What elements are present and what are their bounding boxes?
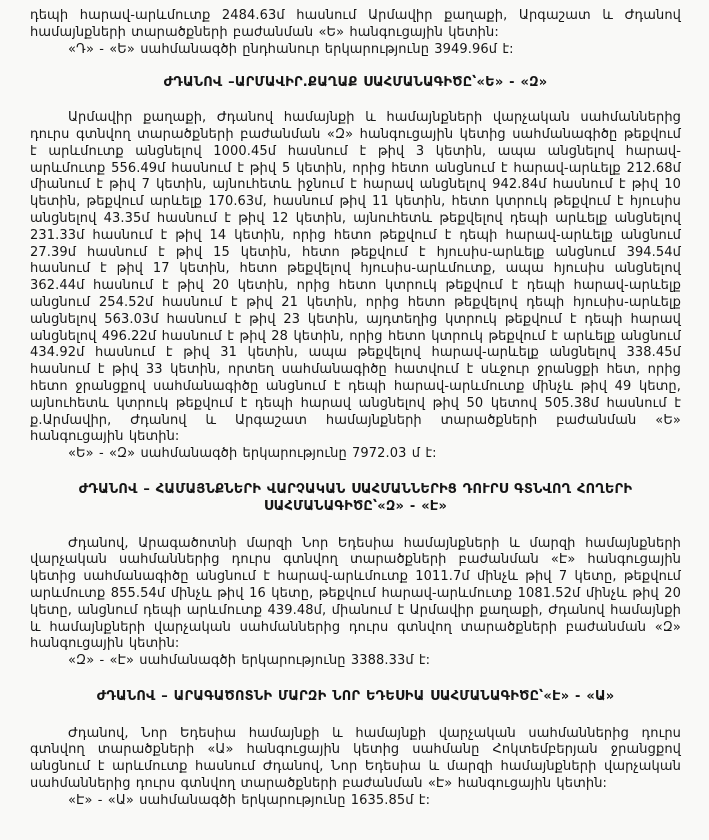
section-heading-zhdanov-armavir: ԺԴԱՆՈՎ –ԱՐՄԱՎԻՐ.ՔԱՂԱՔ ՍԱՀՄԱՆԱԳԻԾԸ՝«Ե» - «Զ» bbox=[163, 75, 548, 91]
paragraph-border-Z-E7: Ժդանով, Արագածոտնի մարզի Նոր Եդեսիա համայնքների և մարզի համայնքների վարչական սահմաններից դուրս գտնվող տարածքների բաժանման «Է» հանգուցային կետից սահմանագիծը անցնում է հարավ-արևմուտք 1011.7մ մինչև թիվ 7 կետը, թեքվում արևմուտք 855.54մ մինչև թիվ 16 կետը, թեքվում հարավ-արևմուտք 1081.52մ մինչև թիվ 20 կետը, անցնում դեպի արևմուտք 439.48մ, միանում է Արմավիր քաղաքի, Ժդանով համայնքի և համայնքների վարչական սահմաններից դուրս գտնվող տարածքների բաժանման «Զ» հանգուցային կետին: bbox=[30, 535, 681, 652]
section-heading-zhdanov-outside-lands: ԺԴԱՆՈՎ – ՀԱՄԱՅՆՔՆԵՐԻ ՎԱՐՉԱԿԱՆ ՍԱՀՄԱՆՆԵՐԻՑ ԴՈՒՐՍ ԳՏՆՎՈՂ ՀՈՂԵՐԻ ՍԱՀՄԱՆԱԳԻԾԸ՝«Զ» - «Է» bbox=[78, 481, 633, 514]
paragraph-length-Z-E7: «Զ» - «Է» սահմանագծի երկարությունը 3388.33մ է: bbox=[68, 653, 431, 669]
paragraph-length-D-E: «Դ» - «Ե» սահմանագծի ընդհանուր երկարությունը 3949.96մ է: bbox=[68, 41, 514, 57]
paragraph-border-E-Z: Արմավիր քաղաքի, Ժդանով համայնքի և համայնքների վարչական սահմաններից դուրս գտնվող տարածքների բաժանման «Զ» հանգուցային կետից սահմանագիծը թեքվում է արևմուտք անցնելով 1000.45մ հասնում է թիվ 3 կետին, ապա անցնելով հարավ-արևմուտք 556.49մ հասնում է թիվ 5 կետին, որից հետո անցնում է հարավ-արևելք 212.68մ միանում է թիվ 7 կետին, այնուհետև իջնում է հարավ անցնելով 942.84մ հասնում է թիվ 10 կետին, թեքվում արևելք 170.63մ, հասնում թիվ 11 կետին, հետո կտրուկ թեքվում է հյուսիս անցնելով 43.35մ հասնում է թիվ 12 կետին, այնուհետև թեքվելով դեպի արևելք անցնելով 231.33մ հասնում է թիվ 14 կետին, որից հետո թեքվում է դեպի հարավ-արևելք անցնում 27.39մ հասնում է թիվ 15 կետին, հետո թեքվում է հյուսիս-արևելք անցնում 394.54մ հասնում է թիվ 17 կետին, հետո թեքվելով հյուսիս-արևմուտք, ապա հյուսիս անցնելով 362.44մ հասնում է թիվ 20 կետին, որից հետո կտրուկ թեքվում է դեպի հարավ-արևելք անցնում 254.52մ հասնում է թիվ 21 կետին, որից հետո թեքվելով դեպի հյուսիս-արևելք անցնելով 563.03մ հասնում է թիվ 23 կետին, այդտեղից կտրուկ թեքվում է դեպի հարավ անցնելով 496.22մ հասնում է թիվ 28 կետին, որից հետո կտրուկ թեքվում է արևելք անցնում 434.92մ հասնում է թիվ 31 կետին, ապա թեքվելով հարավ-արևելք անցնելով 338.45մ հասնում է թիվ 33 կետին, որտեղ սահմանագիծը հատվում է սևջուր ջրանցքի հետ, որից հետո ջրանցքով սահմանագիծը անցնում է դեպի հարավ-արևմուտք մինչև թիվ 49 կետը, այնուհետև կտրուկ թեքվում է դեպի հարավ անցնելով թիվ 50 կետով 505.38մ հասնում է ք.Արմավիր, Ժդանով և Արգաշատ համայնքների տարածքների բաժանման «Ե» հանգուցային կետին: bbox=[30, 110, 681, 445]
paragraph-intro-continuation: դեպի հարավ-արևմուտք 2484.63մ հասնում Արմավիր քաղաքի, Արգաշատ և Ժդանով համայնքների տարածքների բաժանման «Ե» հանգուցային կետին: bbox=[30, 8, 681, 40]
section-heading-zhdanov-nor-yedesia: ԺԴԱՆՈՎ – ԱՐԱԳԱԾՈՏՆԻ ՄԱՐԶԻ ՆՈՐ ԵԴԵՍԻԱ ՍԱՀՄԱՆԱԳԻԾԸ՝«Է» - «Ա» bbox=[96, 688, 615, 704]
paragraph-length-E-Z: «Ե» - «Զ» սահմանագծի երկարությունը 7972.03 մ է: bbox=[68, 446, 437, 462]
paragraph-border-E7-A: Ժդանով, Նոր Եդեսիա համայնքի և համայնքի վարչական սահմաններից դուրս գտնվող տարածքների «Ա» հանգուցային կետից սահմանը Հոկտեմբերյան ջրանցքով անցնում է արևմուտք հասնում Ժդանով, Նոր Եդեսիա և մարզի համայնքների վարչական սահմաններից դուրս գտնվող տարածքների բաժանման «Է» հանգուցային կետին: bbox=[30, 725, 681, 792]
paragraph-length-E7-A: «Է» - «Ա» սահմանագծի երկարությունը 1635.85մ է: bbox=[68, 792, 431, 808]
